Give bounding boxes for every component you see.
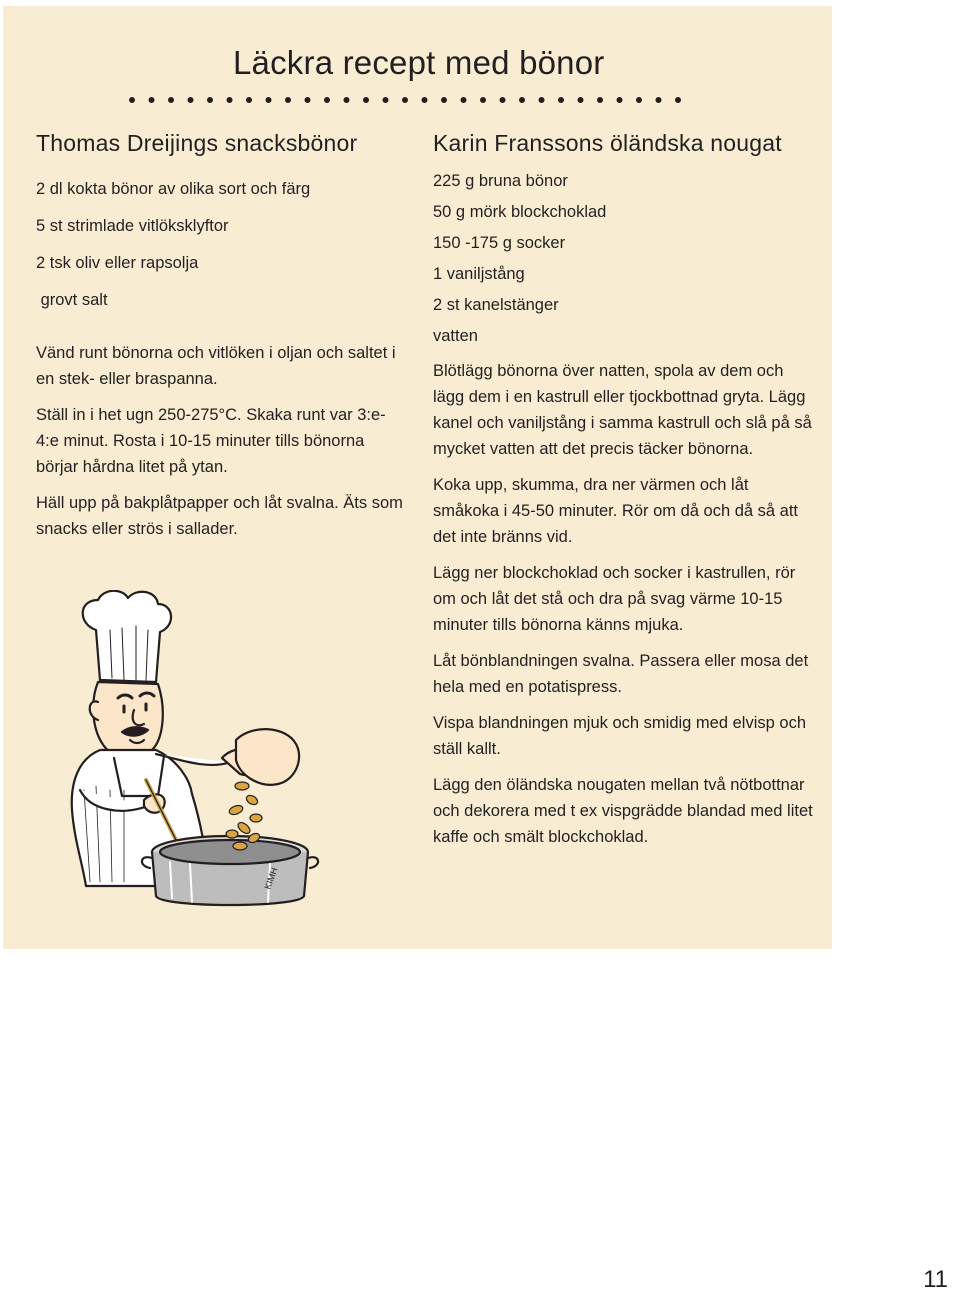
ingredient-item: 225 g bruna bönor (433, 172, 568, 190)
ingredient-list (36, 179, 406, 310)
chef-pouring-beans-icon (60, 590, 320, 910)
instruction-step: Låt bönblandningen svalna. Passera eller mosa det hela med en potatispress. (433, 652, 809, 696)
ingredient-item: 150 -175 g socker (433, 234, 566, 252)
instruction-step: Häll upp på bakplåtpapper och låt svalna. Äts som snacks eller strös i sallader. (36, 494, 403, 538)
page-title: Läckra recept med bönor (233, 44, 605, 81)
ingredient-item: 1 vaniljstång (433, 265, 525, 283)
instruction-step: Vispa blandningen mjuk och smidig med elvisp och ställ kallt. (433, 714, 806, 758)
instruction-step: Lägg ner blockchoklad och socker i kastrullen, rör om och låt det stå och dra på svag värme 10-15 minuter tills bönorna känns mjuka. (433, 564, 796, 634)
illustration-signature: KIMH (262, 866, 280, 891)
instruction-step: Blötlägg bönorna över natten, spola av dem och lägg dem i en kastrull eller tjockbottnad gryta. Lägg kanel och vaniljstång i samma kastrull och slå på så mycket vatten att det precis täcker bönorna. (433, 362, 812, 458)
ingredient-item: 5 st strimlade vitlöksklyftor (36, 217, 229, 235)
instruction-step: Ställ in i het ugn 250-275°C. Skaka runt var 3:e-4:e minut. Rosta i 10-15 minuter tills bönorna börjar hårdna litet på ytan. (36, 406, 386, 476)
recipe-nougat (433, 130, 813, 860)
ingredient-item: vatten (433, 327, 478, 345)
page-number: 11 (923, 1266, 948, 1293)
ingredient-item: 2 dl kokta bönor av olika sort och färg (36, 180, 311, 198)
recipe-title: Karin Franssons öländska nougat (433, 130, 782, 156)
dotted-divider (128, 90, 688, 110)
ingredient-list (433, 171, 813, 346)
ingredient-item: 2 tsk oliv eller rapsolja (36, 254, 199, 272)
instruction-step: Koka upp, skumma, dra ner värmen och låt småkoka i 45-50 minuter. Rör om då och då så att det inte bränns vid. (433, 476, 799, 546)
ingredient-item: 2 st kanelstänger (433, 296, 559, 314)
instruction-step: Lägg den öländska nougaten mellan två nötbottnar och dekorera med t ex vispgrädde blandad med litet kaffe och smält blockchoklad. (433, 776, 813, 846)
ingredient-item: grovt salt (36, 291, 108, 309)
instruction-step: Vänd runt bönorna och vitlöken i oljan och saltet i en stek- eller braspanna. (36, 344, 396, 388)
recipe-title: Thomas Dreijings snacksbönor (36, 130, 358, 156)
recipe-snacksbonor (36, 130, 406, 552)
ingredient-item: 50 g mörk blockchoklad (433, 203, 607, 221)
